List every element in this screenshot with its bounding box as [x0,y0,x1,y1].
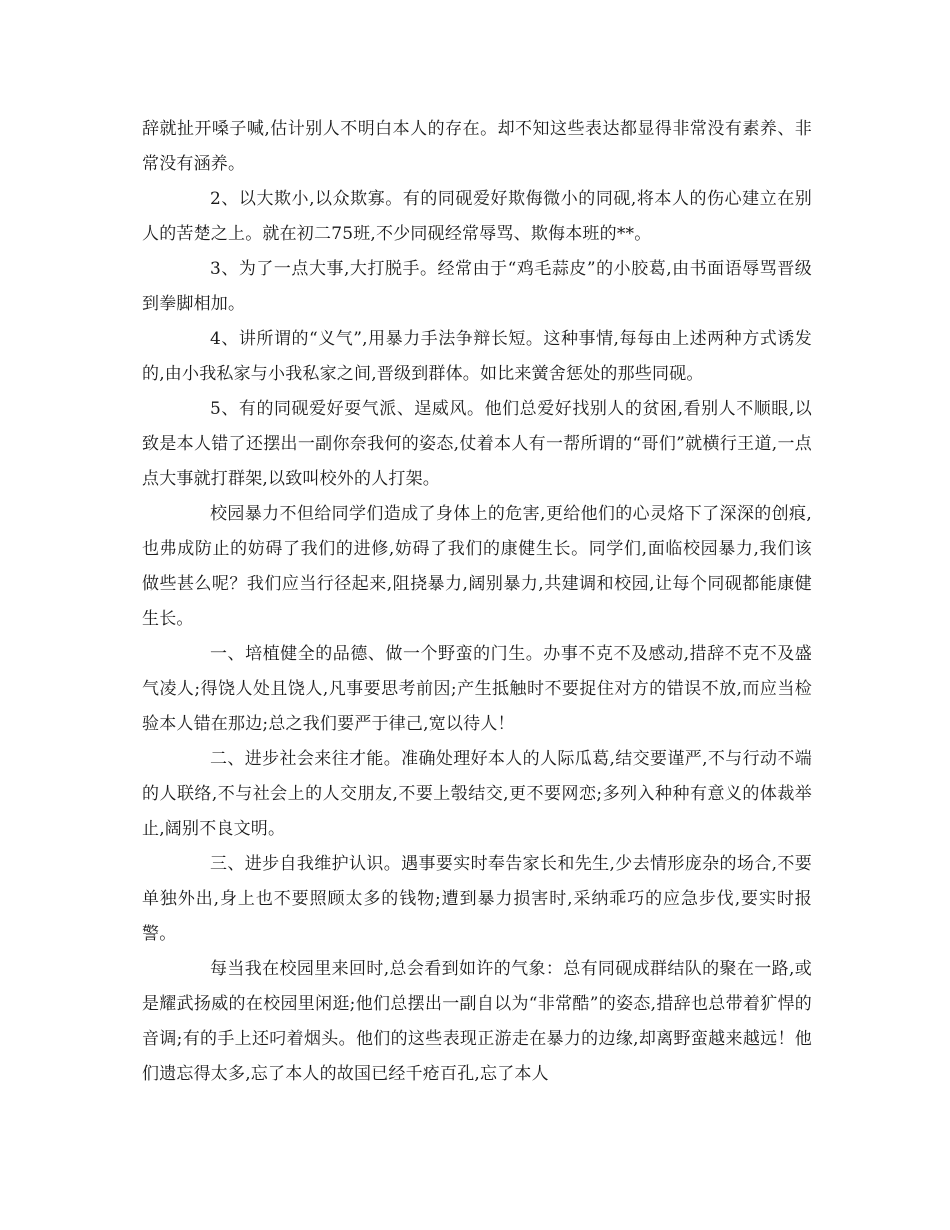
paragraph-campus-scene: 每当我在校园里来回时,总会看到如许的气象：总有同砚成群结队的聚在一路,或是耀武扬威的在校园里闲逛;他们总摆出一副自以为“非常酷”的姿态,措辞也总带着犷悍的音调;有的手上还叼着烟头。他们的这些表现正游走在暴力的边缘,却离野蛮越来越远！他们遗忘得太多,忘了本人的故国已经千疮百孔,忘了本人 [142,959,812,1084]
paragraph-item-2: 2、以大欺小,以众欺寡。有的同砚爱好欺侮微小的同砚,将本人的伤心建立在别人的苦楚之上。就在初二75班,不少同砚经常辱骂、欺侮本班的**。 [142,189,812,244]
paragraph-advice-2: 二、进步社会来往才能。准确处理好本人的人际瓜葛,结交要谨严,不与行动不端的人联络,不与社会上的人交朋友,不要上彀结交,更不要网恋;多列入种种有意义的体裁举止,阔别不良文明。 [142,749,812,839]
paragraph-advice-1: 一、培植健全的品德、做一个野蛮的门生。办事不克不及感动,措辞不克不及盛气凌人;得饶人处且饶人,凡事要思考前因;产生抵触时不要捉住对方的错误不放,而应当检验本人错在那边;总之我们要严于律己,宽以待人！ [142,644,812,734]
paragraph-item-5: 5、有的同砚爱好耍气派、逞威风。他们总爱好找别人的贫困,看别人不顺眼,以致是本人错了还摆出一副你奈我何的姿态,仗着本人有一帮所谓的“哥们”就横行王道,一点点大事就打群架,以致叫校外的人打架。 [142,399,812,489]
paragraph-item-3: 3、为了一点大事,大打脱手。经常由于“鸡毛蒜皮”的小胶葛,由书面语辱骂晋级到拳脚相加。 [142,259,812,314]
paragraph-advice-3: 三、进步自我维护认识。遇事要实时奉告家长和先生,少去情形庞杂的场合,不要单独外出,身上也不要照顾太多的钱物;遭到暴力损害时,采纳乖巧的应急步伐,要实时报警。 [142,854,812,944]
paragraph-item-4: 4、讲所谓的“义气”,用暴力手法争辩长短。这种事情,每每由上述两种方式诱发的,由小我私家与小我私家之间,晋级到群体。如比来黉舍惩处的那些同砚。 [142,329,812,384]
paragraph-school-violence-harm: 校园暴力不但给同学们造成了身体上的危害,更给他们的心灵烙下了深深的创痕,也弗成防止的妨碍了我们的进修,妨碍了我们的康健生长。同学们,面临校园暴力,我们该做些甚么呢？我们应当行径起来,阻挠暴力,阔别暴力,共建调和校园,让每个同砚都能康健生长。 [142,504,812,629]
paragraph-continuation: 辞就扯开嗓子喊,估计别人不明白本人的存在。却不知这些表达都显得非常没有素养、非常没有涵养。 [142,119,812,174]
document-body [142,112,812,1092]
